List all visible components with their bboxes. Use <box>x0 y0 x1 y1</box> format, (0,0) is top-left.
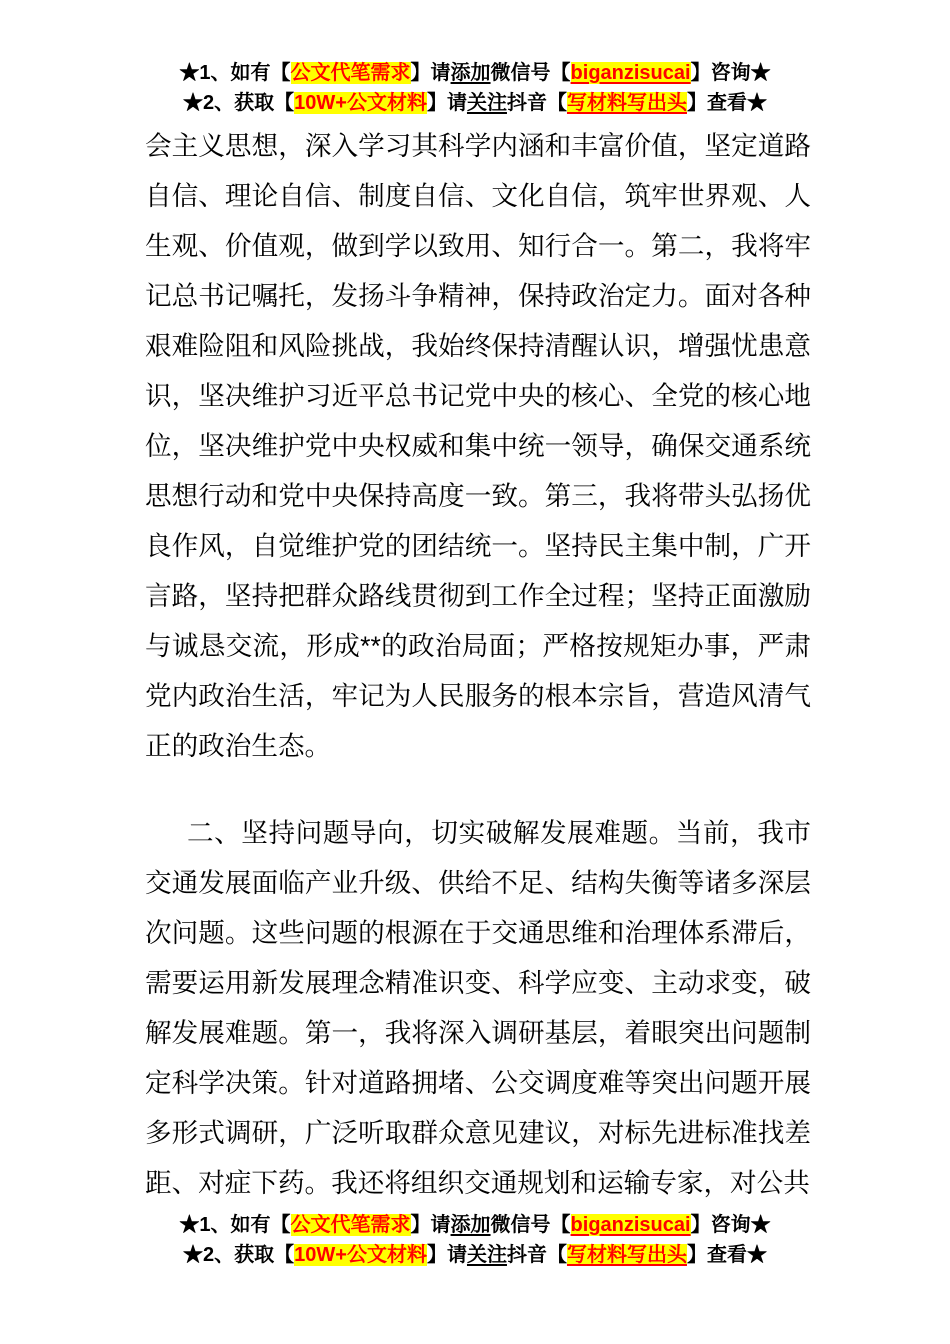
promo-footer-line-1 <box>0 1210 950 1240</box>
promo-highlight-service: 公文代笔需求 <box>290 62 411 84</box>
promo-underline-add: 添加 <box>450 1214 491 1236</box>
promo-wechat-id: biganzisucai <box>570 1214 691 1236</box>
promo-wechat-id: biganzisucai <box>570 62 691 84</box>
promo-text: ★1、如有【 <box>179 1214 291 1236</box>
promo-text: 抖音【 <box>506 92 567 114</box>
paragraph-continued: 会主义思想，深入学习其科学内涵和丰富价值，坚定道路自信、理论自信、制度自信、文化自信，筑牢世界观、人生观、价值观，做到学以致用、知行合一。第二，我将牢记总书记嘱托，发扬斗争精神，保持政治定力。面对各种艰难险阻和风险挑战，我始终保持清醒认识，增强忧患意识，坚决维护习近平总书记党中央的核心、全党的核心地位，坚决维护党中央权威和集中统一领导，确保交通系统思想行动和党中央保持高度一致。第三，我将带头弘扬优良作风，自觉维护党的团结统一。坚持民主集中制，广开言路，坚持把群众路线贯彻到工作全过程；坚持正面激励与诚恳交流，形成**的政治局面；严格按规矩办事，严肃党内政治生活，牢记为人民服务的根本宗旨，营造风清气正的政治生态。 <box>145 131 811 761</box>
promo-text: 抖音【 <box>506 1244 567 1266</box>
promo-header-line-1 <box>0 58 950 88</box>
promo-underline-follow: 关注 <box>466 1244 507 1266</box>
promo-text: 】查看★ <box>686 92 767 114</box>
promo-highlight-materials: 10W+公文材料 <box>294 92 427 114</box>
promo-highlight-service: 公文代笔需求 <box>290 1214 411 1236</box>
promo-text: 微信号【 <box>490 62 571 84</box>
promo-text: 】请 <box>426 92 467 114</box>
promo-text: ★2、获取【 <box>183 92 295 114</box>
promo-text: 】咨询★ <box>690 1214 771 1236</box>
promo-underline-follow: 关注 <box>466 92 507 114</box>
promo-text: 】请 <box>410 62 451 84</box>
promo-text: 微信号【 <box>490 1214 571 1236</box>
promo-douyin-id: 写材料写出头 <box>566 1244 687 1266</box>
promo-highlight-materials: 10W+公文材料 <box>294 1244 427 1266</box>
document-body <box>145 121 811 1208</box>
promo-underline-add: 添加 <box>450 62 491 84</box>
promo-text: 】咨询★ <box>690 62 771 84</box>
promo-text: ★1、如有【 <box>179 62 291 84</box>
paragraph-section-two: 二、坚持问题导向，切实破解发展难题。当前，我市交通发展面临产业升级、供给不足、结构失衡等诸多深层次问题。这些问题的根源在于交通思维和治理体系滞后，需要运用新发展理念精准识变、科学应变、主动求变，破解发展难题。第一，我将深入调研基层，着眼突出问题制定科学决策。针对道路拥堵、公交调度难等突出问题开展多形式调研，广泛听取群众意见建议，对标先进标准找差距、对症下药。我还将组织交通规划和运输专家，对公共 <box>145 818 811 1198</box>
promo-footer <box>0 1210 950 1270</box>
promo-douyin-id: 写材料写出头 <box>566 92 687 114</box>
promo-text: ★2、获取【 <box>183 1244 295 1266</box>
promo-header-line-2 <box>0 88 950 118</box>
promo-footer-line-2 <box>0 1240 950 1270</box>
promo-text: 】请 <box>426 1244 467 1266</box>
promo-text: 】查看★ <box>686 1244 767 1266</box>
promo-header <box>0 58 950 118</box>
promo-text: 】请 <box>410 1214 451 1236</box>
